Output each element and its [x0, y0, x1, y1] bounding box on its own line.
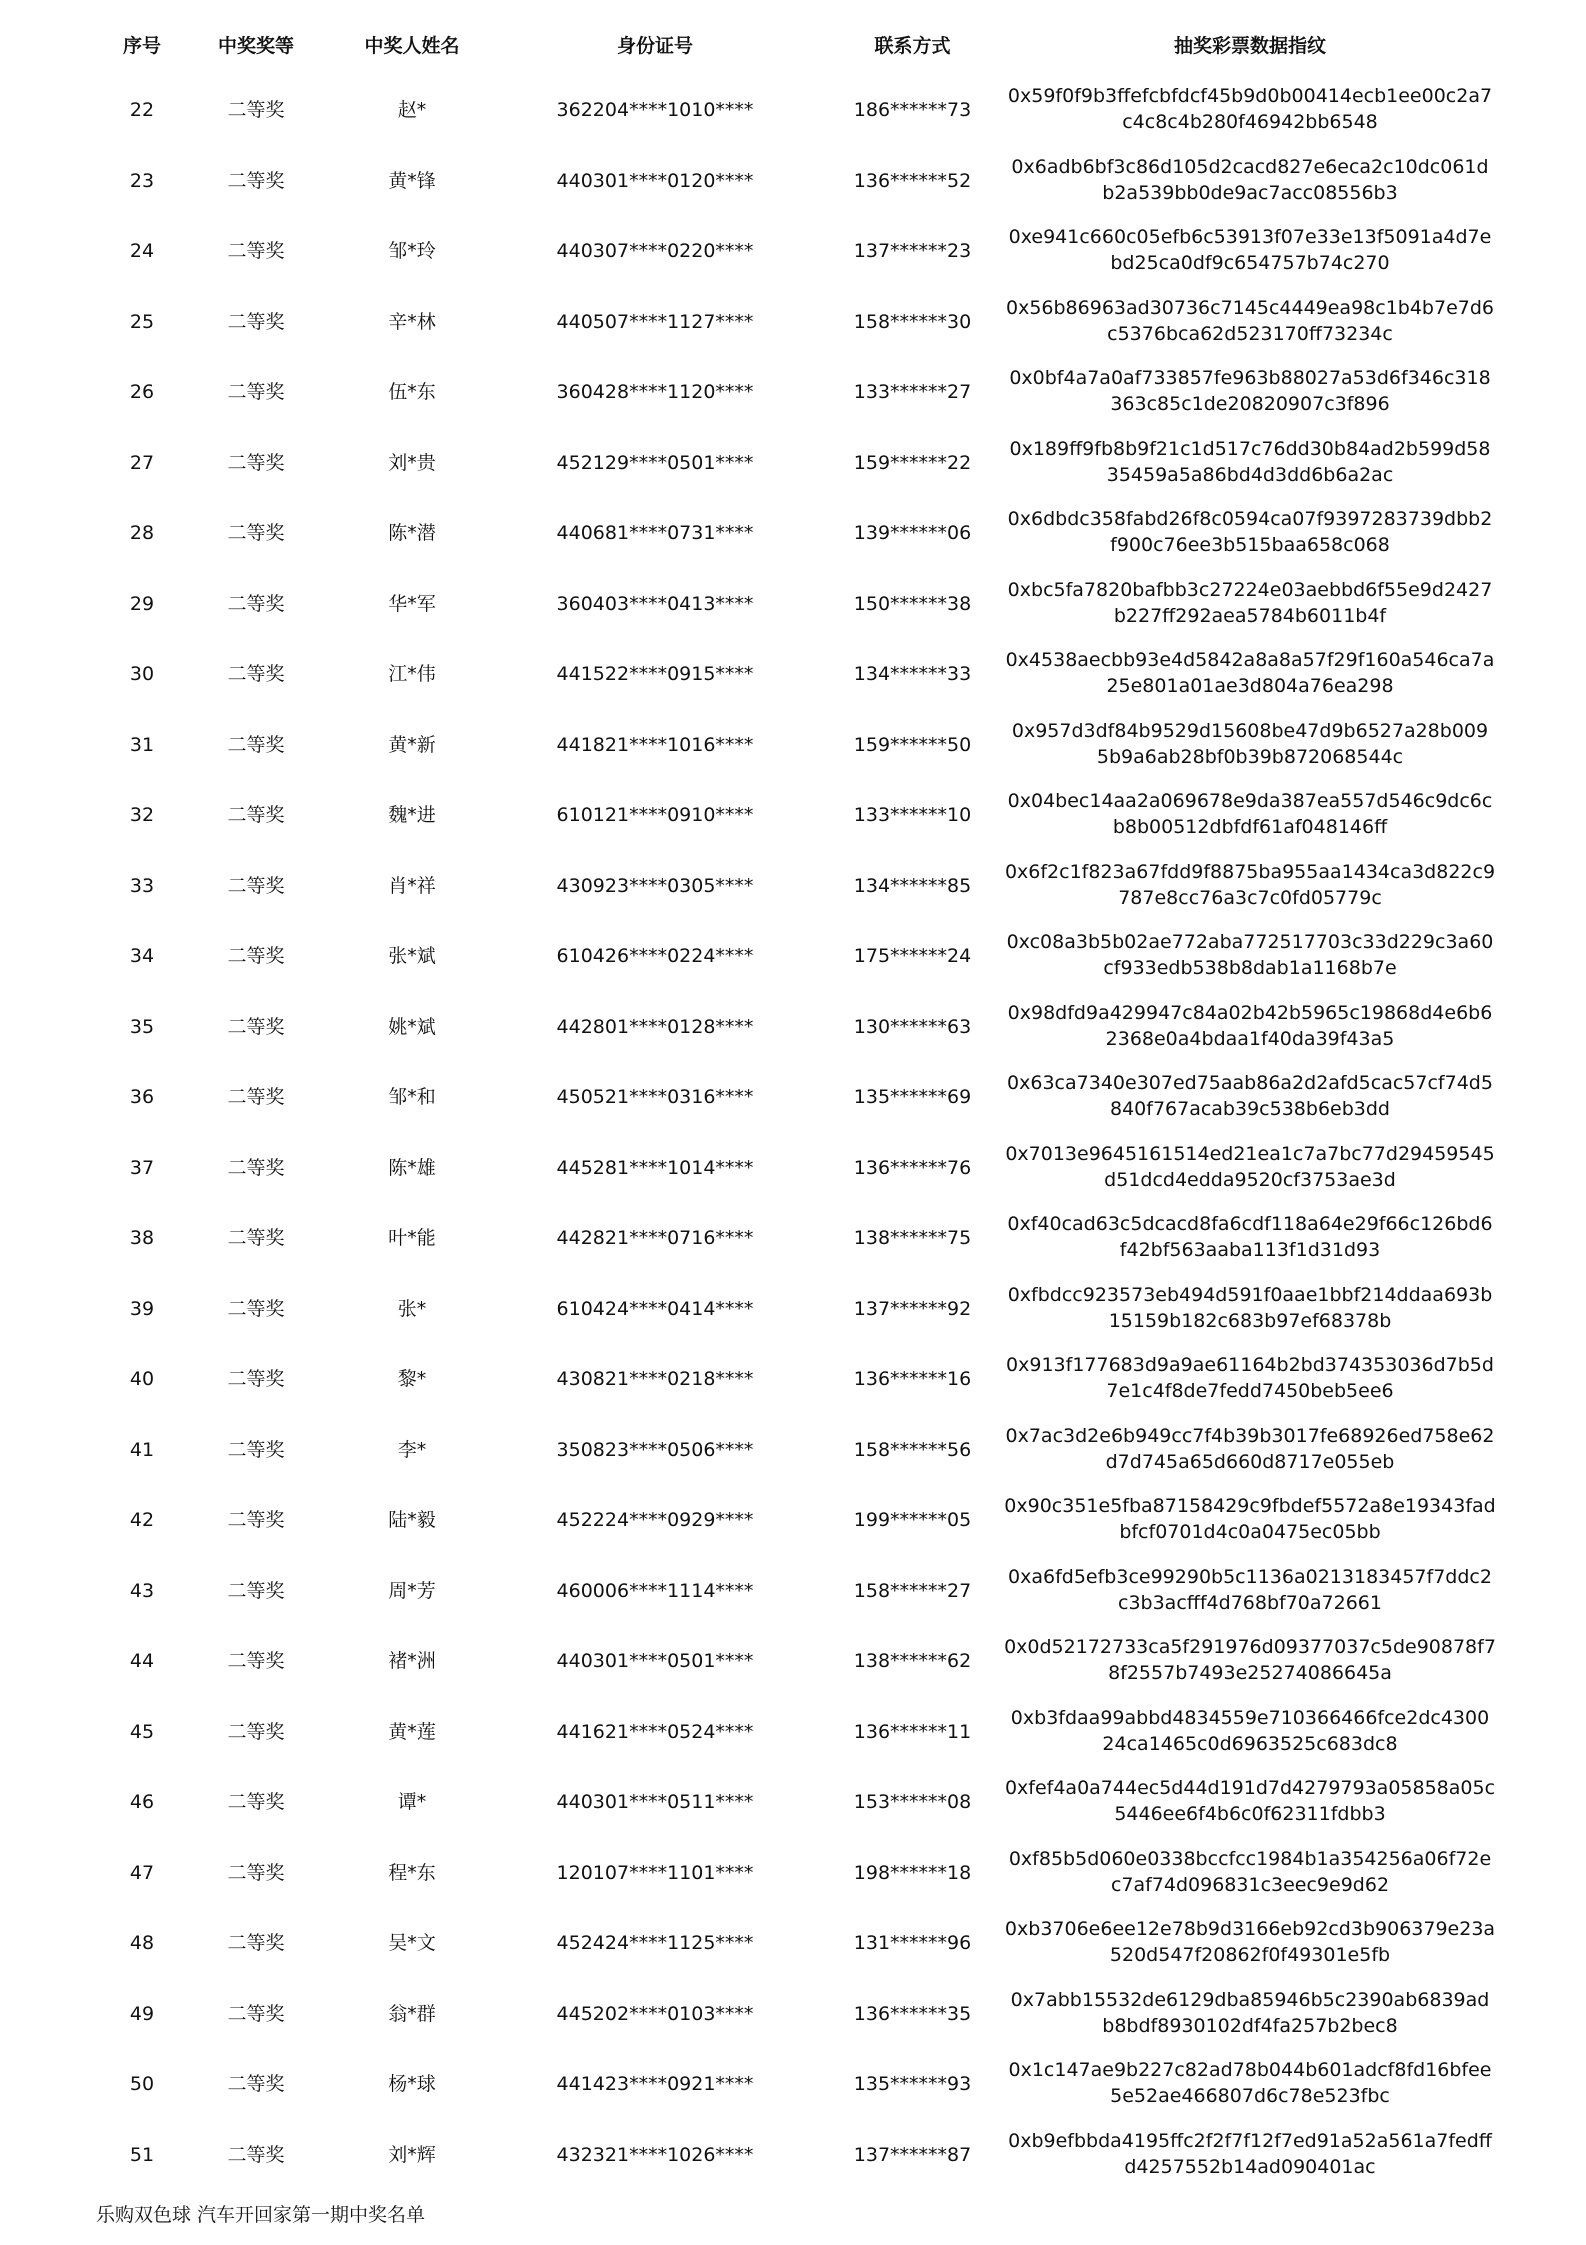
fingerprint-line-2: f42bf563aaba113f1d31d93: [1119, 1239, 1381, 1261]
table-row: [0, 287, 1586, 358]
cell-name: 翁*群: [388, 2002, 436, 2025]
cell-prize: 二等奖: [227, 2143, 285, 2166]
cell-fingerprint: [1000, 1838, 1500, 1898]
cell-index: 25: [129, 310, 155, 333]
fingerprint-line-2: c3b3acfff4d768bf70a72661: [1118, 1591, 1382, 1614]
cell-index: 34: [129, 945, 155, 967]
cell-prize: 二等奖: [227, 1650, 285, 1672]
fingerprint-line-2: 363c85c1de20820907c3f896: [1110, 393, 1390, 415]
fingerprint-line-1: 0xf40cad63c5dcacd8fa6cdf118a64e29f66c126bd6: [1007, 1213, 1493, 1235]
cell-contact: 159******22: [853, 451, 972, 474]
cell-index: 41: [129, 1438, 155, 1461]
table-row: [0, 2120, 1586, 2191]
cell-fingerprint: [1000, 1485, 1500, 1545]
cell-fingerprint: [1000, 1979, 1500, 2039]
fingerprint-line-1: 0x7ac3d2e6b949cc7f4b39b3017fe68926ed758e62: [1005, 1424, 1495, 1447]
cell-contact: 137******87: [853, 2143, 972, 2166]
cell-index: 38: [129, 1227, 155, 1249]
cell-fingerprint: [1000, 1556, 1500, 1616]
cell-fingerprint: [1000, 780, 1500, 840]
cell-prize: 二等奖: [227, 592, 285, 615]
table-row: [0, 75, 1586, 146]
table-row: [0, 146, 1586, 217]
cell-name: 姚*斌: [388, 1015, 436, 1038]
cell-contact: 137******92: [853, 1297, 972, 1320]
cell-index: 51: [129, 2143, 155, 2166]
cell-prize: 二等奖: [227, 2073, 285, 2095]
fingerprint-line-1: 0xbc5fa7820bafbb3c27224e03aebbd6f55e9d2427: [1007, 578, 1493, 601]
fingerprint-line-1: 0x04bec14aa2a069678e9da387ea557d546c9dc6c: [1007, 790, 1493, 812]
cell-contact: 134******33: [853, 663, 972, 685]
cell-index: 42: [129, 1509, 155, 1531]
table-row: [0, 1415, 1586, 1486]
cell-name: 肖*祥: [388, 874, 436, 897]
cell-name: 李*: [397, 1438, 427, 1461]
fingerprint-line-2: b227ff292aea5784b6011b4f: [1113, 604, 1387, 627]
cell-contact: 159******50: [853, 733, 972, 756]
fingerprint-line-1: 0x7013e9645161514ed21ea1c7a7bc77d29459545: [1005, 1142, 1495, 1165]
header-id-no: 身份证号: [616, 35, 693, 57]
cell-index: 31: [129, 733, 155, 756]
cell-name: 华*军: [388, 592, 436, 615]
table-row: [0, 216, 1586, 287]
cell-id-no: 445202****0103****: [556, 2002, 754, 2025]
cell-name: 伍*东: [388, 381, 436, 403]
cell-contact: 136******76: [853, 1156, 972, 1179]
cell-contact: 135******93: [853, 2073, 972, 2095]
table-row: [0, 639, 1586, 710]
cell-prize: 二等奖: [227, 945, 285, 967]
cell-contact: 199******05: [853, 1509, 972, 1531]
cell-id-no: 441621****0524****: [556, 1720, 754, 1743]
cell-contact: 186******73: [853, 99, 972, 121]
cell-name: 邹*玲: [388, 240, 436, 262]
cell-name: 魏*进: [388, 804, 436, 826]
cell-name: 江*伟: [388, 663, 436, 685]
fingerprint-line-2: d4257552b14ad090401ac: [1124, 2155, 1376, 2178]
fingerprint-line-2: 2368e0a4bdaa1f40da39f43a5: [1105, 1027, 1395, 1050]
fingerprint-line-2: c4c8c4b280f46942bb6548: [1122, 111, 1378, 133]
cell-index: 30: [129, 663, 155, 685]
fingerprint-line-1: 0x957d3df84b9529d15608be47d9b6527a28b009: [1011, 719, 1489, 742]
fingerprint-line-2: b2a539bb0de9ac7acc08556b3: [1102, 181, 1398, 204]
fingerprint-line-2: 24ca1465c0d6963525c683dc8: [1102, 1732, 1398, 1755]
header-contact: 联系方式: [874, 35, 951, 57]
fingerprint-line-2: bd25ca0df9c654757b74c270: [1110, 252, 1390, 274]
cell-fingerprint: [1000, 2120, 1500, 2180]
fingerprint-line-1: 0xa6fd5efb3ce99290b5c1136a0213183457f7ddc2: [1008, 1565, 1492, 1588]
cell-prize: 二等奖: [227, 1932, 285, 1954]
header-prize: 中奖奖等: [217, 35, 294, 57]
cell-contact: 133******27: [853, 381, 972, 403]
cell-contact: 198******18: [853, 1861, 972, 1884]
cell-contact: 134******85: [853, 874, 972, 897]
cell-fingerprint: [1000, 639, 1500, 699]
cell-id-no: 442821****0716****: [556, 1227, 754, 1249]
table-row: [0, 357, 1586, 428]
fingerprint-line-2: f900c76ee3b515baa658c068: [1110, 534, 1390, 556]
cell-prize: 二等奖: [227, 1156, 285, 1179]
cell-fingerprint: [1000, 1203, 1500, 1263]
cell-name: 黄*莲: [388, 1720, 436, 1743]
fingerprint-line-1: 0x6f2c1f823a67fdd9f8875ba955aa1434ca3d822c9: [1004, 860, 1496, 883]
cell-prize: 二等奖: [227, 663, 285, 685]
cell-id-no: 450521****0316****: [556, 1086, 754, 1108]
cell-contact: 158******30: [853, 310, 972, 333]
cell-name: 刘*贵: [388, 451, 436, 474]
cell-name: 周*芳: [388, 1579, 436, 1602]
cell-id-no: 452224****0929****: [556, 1509, 754, 1531]
cell-fingerprint: [1000, 287, 1500, 347]
cell-id-no: 440301****0511****: [556, 1791, 754, 1813]
cell-contact: 139******06: [853, 522, 972, 544]
fingerprint-line-1: 0x7abb15532de6129dba85946b5c2390ab6839ad: [1010, 1988, 1490, 2011]
cell-index: 39: [129, 1297, 155, 1320]
fingerprint-line-1: 0xb3fdaa99abbd4834559e710366466fce2dc4300: [1010, 1706, 1490, 1729]
cell-index: 37: [129, 1156, 155, 1179]
cell-fingerprint: [1000, 1697, 1500, 1757]
cell-name: 陈*潜: [388, 522, 436, 544]
table-row: [0, 498, 1586, 569]
cell-fingerprint: [1000, 216, 1500, 276]
fingerprint-line-1: 0x913f177683d9a9ae61164b2bd374353036d7b5d: [1006, 1354, 1494, 1376]
cell-index: 29: [129, 592, 155, 615]
cell-id-no: 360403****0413****: [556, 592, 754, 615]
cell-contact: 138******75: [853, 1227, 972, 1249]
cell-id-no: 440681****0731****: [556, 522, 754, 544]
fingerprint-line-2: d51dcd4edda9520cf3753ae3d: [1104, 1168, 1396, 1191]
cell-contact: 131******96: [853, 1932, 972, 1954]
document-footer: 乐购双色球 汽车开回家第一期中奖名单: [96, 2204, 426, 2226]
fingerprint-line-1: 0xb3706e6ee12e78b9d3166eb92cd3b906379e23a: [1004, 1918, 1496, 1940]
table-row: [0, 1344, 1586, 1415]
header-fingerprint: 抽奖彩票数据指纹: [1173, 35, 1326, 57]
cell-prize: 二等奖: [227, 1720, 285, 1743]
cell-prize: 二等奖: [227, 1438, 285, 1461]
fingerprint-line-1: 0x98dfd9a429947c84a02b42b5965c19868d4e6b6: [1007, 1001, 1493, 1024]
cell-id-no: 440301****0501****: [556, 1650, 754, 1672]
table-row: [0, 1062, 1586, 1133]
cell-index: 48: [129, 1932, 155, 1954]
cell-prize: 二等奖: [227, 1368, 285, 1390]
cell-contact: 138******62: [853, 1650, 972, 1672]
winners-table-body: [0, 75, 1586, 2190]
cell-name: 程*东: [388, 1861, 436, 1884]
cell-fingerprint: [1000, 1062, 1500, 1122]
cell-prize: 二等奖: [227, 2002, 285, 2025]
cell-name: 黄*新: [388, 733, 436, 756]
cell-id-no: 442801****0128****: [556, 1015, 754, 1038]
cell-index: 35: [129, 1015, 155, 1038]
cell-id-no: 120107****1101****: [556, 1861, 754, 1884]
header-name: 中奖人姓名: [364, 35, 460, 57]
cell-prize: 二等奖: [227, 310, 285, 333]
cell-name: 张*斌: [388, 945, 436, 967]
cell-id-no: 610121****0910****: [556, 804, 754, 826]
table-row: [0, 921, 1586, 992]
cell-fingerprint: [1000, 75, 1500, 135]
cell-index: 47: [129, 1861, 155, 1884]
cell-prize: 二等奖: [227, 1579, 285, 1602]
cell-prize: 二等奖: [227, 169, 285, 192]
cell-name: 张*: [397, 1297, 427, 1320]
table-row: [0, 569, 1586, 640]
cell-contact: 136******52: [853, 169, 972, 192]
fingerprint-line-2: bfcf0701d4c0a0475ec05bb: [1119, 1521, 1381, 1543]
cell-name: 褚*洲: [388, 1650, 436, 1672]
cell-prize: 二等奖: [227, 99, 285, 121]
cell-name: 陈*雄: [388, 1156, 436, 1179]
fingerprint-line-2: 787e8cc76a3c7c0fd05779c: [1118, 886, 1382, 909]
cell-fingerprint: [1000, 992, 1500, 1052]
fingerprint-line-1: 0xb9efbbda4195ffc2f2f7f12f7ed91a52a561a7fedff: [1008, 2129, 1492, 2152]
cell-contact: 135******69: [853, 1086, 972, 1108]
cell-index: 44: [129, 1650, 155, 1672]
cell-fingerprint: [1000, 428, 1500, 488]
table-row: [0, 2049, 1586, 2120]
cell-name: 吴*文: [388, 1932, 436, 1954]
cell-prize: 二等奖: [227, 1861, 285, 1884]
cell-index: 22: [129, 99, 155, 121]
cell-index: 26: [129, 381, 155, 403]
table-row: [0, 1203, 1586, 1274]
cell-index: 28: [129, 522, 155, 544]
cell-prize: 二等奖: [227, 1297, 285, 1320]
cell-id-no: 441821****1016****: [556, 733, 754, 756]
cell-fingerprint: [1000, 1908, 1500, 1968]
cell-fingerprint: [1000, 710, 1500, 770]
fingerprint-line-2: 840f767acab39c538b6eb3dd: [1109, 1098, 1390, 1120]
fingerprint-line-1: 0xfef4a0a744ec5d44d191d7d4279793a05858a05c: [1004, 1777, 1496, 1799]
cell-prize: 二等奖: [227, 1015, 285, 1038]
fingerprint-line-1: 0x90c351e5fba87158429c9fbdef5572a8e19343fad: [1004, 1495, 1496, 1517]
cell-name: 陆*毅: [388, 1509, 436, 1531]
fingerprint-line-2: 15159b182c683b97ef68378b: [1108, 1309, 1392, 1332]
cell-fingerprint: [1000, 921, 1500, 981]
cell-contact: 175******24: [853, 945, 972, 967]
cell-contact: 158******56: [853, 1438, 972, 1461]
cell-id-no: 440307****0220****: [556, 240, 754, 262]
cell-id-no: 440301****0120****: [556, 169, 754, 192]
cell-name: 黄*锋: [388, 169, 436, 192]
fingerprint-line-2: 7e1c4f8de7fedd7450beb5ee6: [1106, 1380, 1394, 1402]
fingerprint-line-2: d7d745a65d660d8717e055eb: [1105, 1450, 1395, 1473]
cell-index: 46: [129, 1791, 155, 1813]
cell-prize: 二等奖: [227, 381, 285, 403]
table-row: [0, 780, 1586, 851]
table-row: [0, 1697, 1586, 1768]
cell-fingerprint: [1000, 146, 1500, 206]
cell-name: 谭*: [397, 1791, 427, 1813]
fingerprint-line-1: 0x4538aecbb93e4d5842a8a8a57f29f160a546ca7a: [1005, 649, 1495, 671]
fingerprint-line-2: 25e801a01ae3d804a76ea298: [1106, 675, 1394, 697]
fingerprint-line-2: 5b9a6ab28bf0b39b872068544c: [1096, 745, 1404, 768]
cell-contact: 137******23: [853, 240, 972, 262]
fingerprint-line-2: cf933edb538b8dab1a1168b7e: [1103, 957, 1397, 979]
table-row: [0, 1626, 1586, 1697]
fingerprint-line-2: 5446ee6f4b6c0f62311fdbb3: [1114, 1803, 1386, 1825]
cell-fingerprint: [1000, 569, 1500, 629]
cell-index: 43: [129, 1579, 155, 1602]
fingerprint-line-2: 8f2557b7493e25274086645a: [1108, 1662, 1392, 1684]
cell-index: 49: [129, 2002, 155, 2025]
cell-prize: 二等奖: [227, 1509, 285, 1531]
fingerprint-line-1: 0x189ff9fb8b9f21c1d517c76dd30b84ad2b599d58: [1009, 437, 1491, 460]
fingerprint-line-1: 0xf85b5d060e0338bccfcc1984b1a354256a06f72e: [1008, 1847, 1492, 1870]
cell-fingerprint: [1000, 357, 1500, 417]
cell-index: 24: [129, 240, 155, 262]
cell-name: 黎*: [397, 1368, 427, 1390]
fingerprint-line-1: 0xc08a3b5b02ae772aba772517703c33d229c3a60: [1006, 931, 1494, 953]
cell-contact: 158******27: [853, 1579, 972, 1602]
header-index: 序号: [122, 35, 161, 57]
table-row: [0, 428, 1586, 499]
fingerprint-line-1: 0x63ca7340e307ed75aab86a2d2afd5cac57cf74d5: [1007, 1072, 1493, 1094]
cell-index: 36: [129, 1086, 155, 1108]
cell-contact: 130******63: [853, 1015, 972, 1038]
cell-fingerprint: [1000, 851, 1500, 911]
cell-prize: 二等奖: [227, 733, 285, 756]
table-row: [0, 851, 1586, 922]
table-row: [0, 992, 1586, 1063]
cell-id-no: 430821****0218****: [556, 1368, 754, 1390]
cell-contact: 136******11: [853, 1720, 972, 1743]
table-row: [0, 1979, 1586, 2050]
cell-index: 27: [129, 451, 155, 474]
cell-index: 23: [129, 169, 155, 192]
cell-index: 32: [129, 804, 155, 826]
cell-prize: 二等奖: [227, 240, 285, 262]
cell-name: 邹*和: [388, 1086, 436, 1108]
fingerprint-line-2: b8bdf8930102df4fa257b2bec8: [1102, 2014, 1398, 2037]
cell-id-no: 610426****0224****: [556, 945, 754, 967]
cell-contact: 136******35: [853, 2002, 972, 2025]
fingerprint-line-1: 0x0bf4a7a0af733857fe963b88027a53d6f346c318: [1009, 367, 1491, 389]
cell-contact: 136******16: [853, 1368, 972, 1390]
cell-fingerprint: [1000, 1626, 1500, 1686]
cell-index: 45: [129, 1720, 155, 1743]
cell-id-no: 440507****1127****: [556, 310, 754, 333]
cell-fingerprint: [1000, 1133, 1500, 1193]
cell-id-no: 460006****1114****: [556, 1579, 754, 1602]
cell-id-no: 452424****1125****: [556, 1932, 754, 1954]
cell-fingerprint: [1000, 1415, 1500, 1475]
cell-fingerprint: [1000, 1767, 1500, 1827]
cell-index: 50: [129, 2073, 155, 2095]
fingerprint-line-2: c5376bca62d523170ff73234c: [1107, 322, 1393, 345]
fingerprint-line-2: 5e52ae466807d6c78e523fbc: [1110, 2085, 1390, 2107]
table-header: [0, 26, 1586, 66]
cell-contact: 150******38: [853, 592, 972, 615]
cell-id-no: 441423****0921****: [556, 2073, 754, 2095]
cell-name: 杨*球: [388, 2073, 436, 2095]
table-row: [0, 1485, 1586, 1556]
fingerprint-line-1: 0x59f0f9b3ffefcbfdcf45b9d0b00414ecb1ee00c2a7: [1007, 85, 1493, 107]
table-row: [0, 1767, 1586, 1838]
cell-contact: 153******08: [853, 1791, 972, 1813]
fingerprint-line-1: 0xfbdcc923573eb494d591f0aae1bbf214ddaa693b: [1007, 1283, 1493, 1306]
cell-prize: 二等奖: [227, 874, 285, 897]
fingerprint-line-2: b8b00512dbfdf61af048146ff: [1112, 816, 1388, 838]
table-row: [0, 710, 1586, 781]
cell-id-no: 445281****1014****: [556, 1156, 754, 1179]
cell-prize: 二等奖: [227, 522, 285, 544]
fingerprint-line-1: 0xe941c660c05efb6c53913f07e33e13f5091a4d7e: [1008, 226, 1492, 248]
cell-id-no: 432321****1026****: [556, 2143, 754, 2166]
fingerprint-line-1: 0x6adb6bf3c86d105d2cacd827e6eca2c10dc061d: [1011, 155, 1489, 178]
cell-name: 刘*辉: [388, 2143, 436, 2166]
fingerprint-line-2: 520d547f20862f0f49301e5fb: [1109, 1944, 1391, 1966]
cell-name: 赵*: [397, 99, 427, 121]
cell-name: 辛*林: [388, 310, 436, 333]
cell-id-no: 430923****0305****: [556, 874, 754, 897]
cell-index: 40: [129, 1368, 155, 1390]
cell-contact: 133******10: [853, 804, 972, 826]
cell-prize: 二等奖: [227, 1086, 285, 1108]
cell-id-no: 350823****0506****: [556, 1438, 754, 1461]
cell-fingerprint: [1000, 2049, 1500, 2109]
table-row: [0, 1908, 1586, 1979]
fingerprint-line-1: 0x56b86963ad30736c7145c4449ea98c1b4b7e7d6: [1005, 296, 1495, 319]
table-row: [0, 1556, 1586, 1627]
cell-id-no: 441522****0915****: [556, 663, 754, 685]
cell-id-no: 362204****1010****: [556, 99, 754, 121]
fingerprint-line-2: 35459a5a86bd4d3dd6b6a2ac: [1106, 463, 1394, 486]
cell-fingerprint: [1000, 1344, 1500, 1404]
cell-prize: 二等奖: [227, 1227, 285, 1249]
cell-id-no: 610424****0414****: [556, 1297, 754, 1320]
table-row: [0, 1274, 1586, 1345]
cell-id-no: 360428****1120****: [556, 381, 754, 403]
cell-prize: 二等奖: [227, 804, 285, 826]
table-row: [0, 1838, 1586, 1909]
fingerprint-line-2: c7af74d096831c3eec9e9d62: [1110, 1873, 1390, 1896]
cell-id-no: 452129****0501****: [556, 451, 754, 474]
cell-prize: 二等奖: [227, 451, 285, 474]
fingerprint-line-1: 0x0d52172733ca5f291976d09377037c5de90878f7: [1004, 1636, 1496, 1658]
table-row: [0, 1133, 1586, 1204]
cell-index: 33: [129, 874, 155, 897]
cell-prize: 二等奖: [227, 1791, 285, 1813]
fingerprint-line-1: 0x6dbdc358fabd26f8c0594ca07f9397283739dbb2: [1007, 508, 1493, 530]
cell-fingerprint: [1000, 1274, 1500, 1334]
cell-name: 叶*能: [388, 1227, 436, 1249]
cell-fingerprint: [1000, 498, 1500, 558]
fingerprint-line-1: 0x1c147ae9b227c82ad78b044b601adcf8fd16bfee: [1008, 2059, 1492, 2081]
